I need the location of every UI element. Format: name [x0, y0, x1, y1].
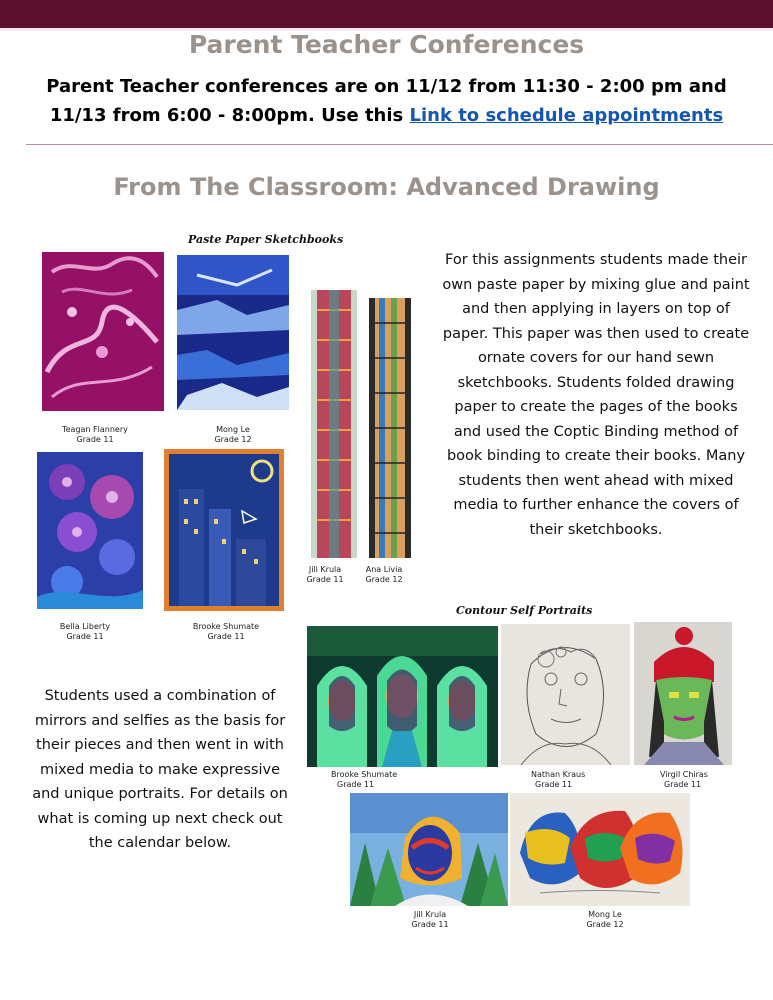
- caption-bella: Bella Liberty Grade 11: [59, 622, 111, 641]
- caption-jill-sketchbook: Jill Krula Grade 11: [306, 565, 344, 584]
- conferences-title: Parent Teacher Conferences: [188, 30, 585, 59]
- sketchbook-teagan-image: [42, 252, 164, 411]
- sketchbook-mong-image: [177, 255, 289, 410]
- sketchbooks-heading: Paste Paper Sketchbooks: [188, 233, 344, 246]
- sketchbook-bella-image: [37, 452, 143, 609]
- caption-mong-sketchbook: Mong Le Grade 12: [214, 425, 252, 444]
- schedule-appointments-link[interactable]: Link to schedule appointments: [409, 105, 724, 126]
- caption-nathan: Nathan Kraus Grade 11: [531, 770, 586, 789]
- caption-mong-portrait: Mong Le Grade 12: [586, 910, 624, 929]
- caption-virgil: Virgil Chiras Grade 11: [660, 770, 708, 789]
- sketchbook-brooke-image: [164, 449, 284, 611]
- header-bar: [0, 0, 773, 28]
- portrait-nathan-image: [501, 624, 630, 765]
- portrait-virgil-image: [634, 622, 732, 765]
- caption-jill-portrait: Jill Krula Grade 11: [411, 910, 449, 929]
- section-divider: [26, 144, 773, 145]
- caption-brooke-portrait: Brooke Shumate Grade 11: [331, 770, 398, 789]
- conferences-text: [40, 72, 733, 130]
- classroom-title: From The Classroom: Advanced Drawing: [113, 173, 660, 201]
- conferences-body: Parent Teacher conferences are on 11/12 from 11:30 - 2:00 pm and 11/13 from 6:00 - 8:00pm. Use this: [46, 76, 727, 126]
- sketchbooks-description: For this assignments students made their own paste paper by mixing glue and paint and then applying in layers on top of paper. This paper was then used to create ornate covers for our hand sewn sketchbooks. Students folded drawing paper to create the pages of the books and used the Coptic Binding method of book binding to create their books. Many students then went ahead with mixed media to further enhance the covers of their sketchbooks.: [442, 252, 750, 538]
- caption-teagan: Teagan Flannery Grade 11: [62, 425, 128, 444]
- portraits-description: Students used a combination of mirrors and selfies as the basis for their pieces and then went in with mixed media to make expressive and unique portraits. For details on what is coming up next check out the calendar below.: [32, 688, 288, 851]
- portrait-mong-image: [510, 793, 690, 906]
- portrait-jill-image: [350, 793, 508, 906]
- caption-brooke-sketchbook: Brooke Shumate Grade 11: [192, 622, 260, 641]
- sketchbook-spine-jill-image: [311, 290, 357, 558]
- portrait-brooke-image: [307, 626, 498, 767]
- caption-ana: Ana Livia Grade 12: [365, 565, 403, 584]
- portraits-heading: Contour Self Portraits: [456, 604, 593, 617]
- sketchbook-spine-ana-image: [369, 298, 411, 558]
